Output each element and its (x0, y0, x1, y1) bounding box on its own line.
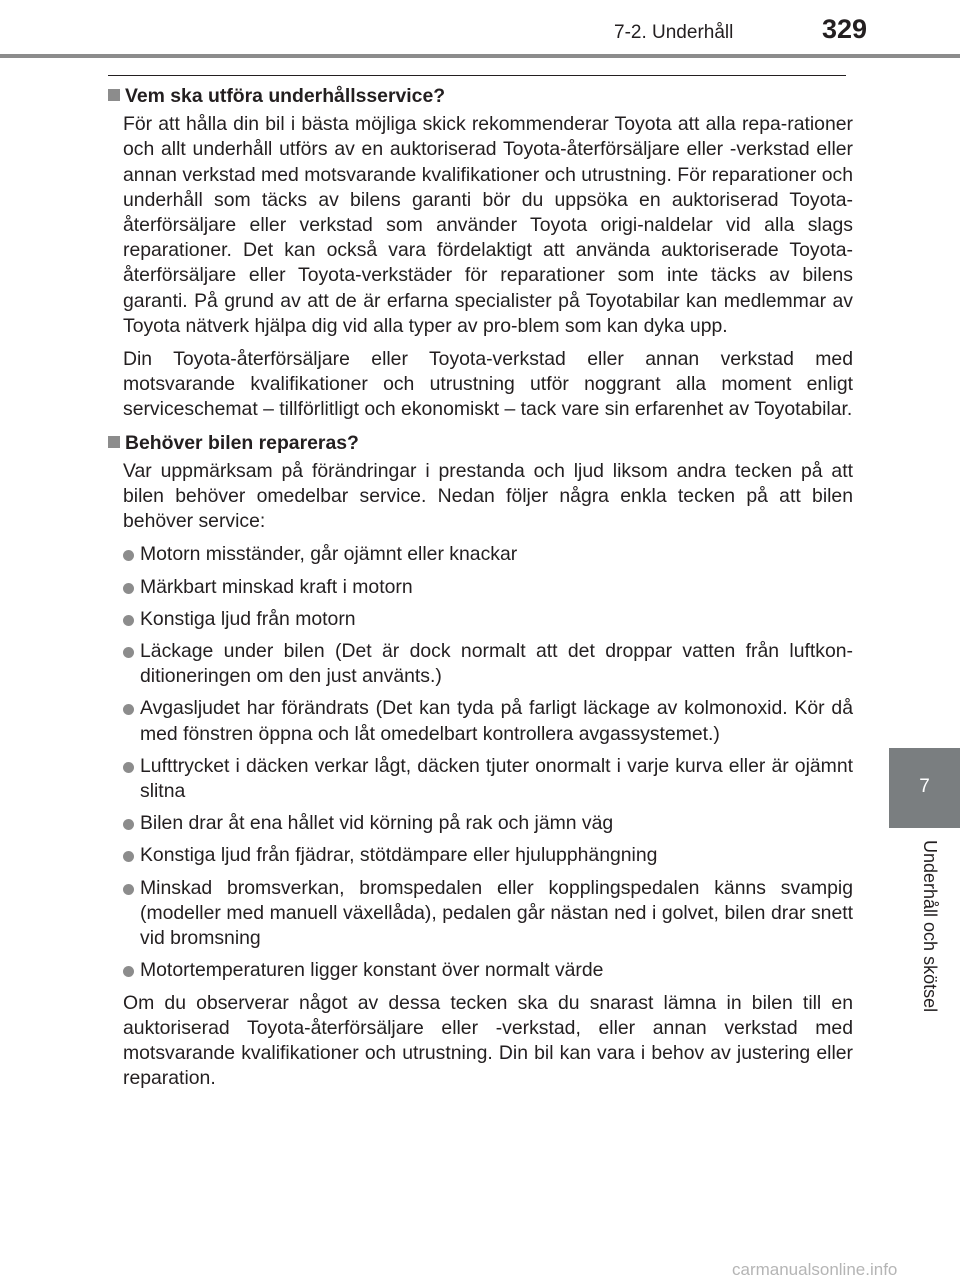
list-item (123, 876, 853, 952)
list-item-text: Konstiga ljud från fjädrar, stötdämpare eller hjulupphängning (140, 844, 658, 867)
page-number: 329 (822, 14, 868, 44)
list-item (123, 696, 853, 746)
section-who-should-service (108, 84, 853, 423)
section-heading-text: Vem ska utföra underhållsservice? (125, 85, 446, 107)
chapter-tab: 7 (889, 748, 960, 828)
list-item-text: Märkbart minskad kraft i motorn (140, 575, 413, 598)
square-bullet-icon (108, 89, 120, 101)
list-item (123, 607, 853, 632)
list-item (123, 958, 853, 983)
list-item-text: Bilen drar åt ena hållet vid körning på rak och jämn väg (140, 812, 614, 835)
list-item-text: Avgasljudet har förändrats (Det kan tyda på farligt läckage av kolmonoxid. Kör då med fönstren öppna och låt omedelbart kontrollera avgassystemet.) (140, 697, 853, 745)
list-item (123, 811, 853, 836)
circle-bullet-icon (123, 762, 134, 773)
closing-paragraph: Om du observerar något av dessa tecken ska du snarast lämna in bilen till en auktoriserad Toyota-återförsäljare eller -verkstad, eller annan verkstad med motsvarande kvalifikationer och utrustning. Din bil kan vara i behov av justering eller reparation. (123, 991, 853, 1090)
list-item-text: Lufttrycket i däcken verkar lågt, däcken tjuter onormalt i varje kurva eller är ojämnt slitna (140, 754, 853, 803)
list-item-text: Motortemperaturen ligger konstant över normalt värde (140, 959, 604, 982)
chapter-tab-label: Underhåll och skötsel (920, 840, 940, 1013)
paragraph: För att hålla din bil i bästa möjliga skick rekommenderar Toyota att alla repa-rationer och allt underhåll utförs av en auktoriserad Toyota-återförsäljare eller -verkstad eller annan verkstad med motsvarande kvalifikationer och utrustning. För reparationer och underhåll som täcks av bilens garanti bör du uppsöka en auktoriserad Toyota-återförsäljare eller verkstad som använder Toyota origi-naldelar vid alla slags reparationer. Det kan också vara fördelaktigt att använda auktoriserade Toyota-återförsäljare eller Toyota-verkstäder för reparationer som inte täcks av bilens garanti. På grund av att de är erfarna specialister på Toyotabilar kan medlemmar av Toyota nätverk hjälpa dig vid alla typer av pro-blem som kan dyka upp. (123, 113, 853, 337)
circle-bullet-icon (123, 583, 134, 594)
header-rule (0, 54, 960, 58)
list-item (123, 639, 853, 689)
list-item-text: Läckage under bilen (Det är dock normalt att det droppar vatten från luftkon-ditioneringen om den just använts.) (140, 640, 853, 688)
intro-paragraph: Var uppmärksam på förändringar i prestanda och ljud liksom andra tecken på att bilen behöver omedelbar service. Nedan följer några enkla tecken på att bilen behöver service: (123, 459, 853, 533)
list-item-text: Motorn misständer, går ojämnt eller knackar (140, 543, 518, 566)
section-heading-text: Behöver bilen repareras? (125, 431, 359, 454)
circle-bullet-icon (123, 550, 134, 561)
section-heading (108, 84, 853, 109)
content-top-rule (108, 75, 846, 76)
section-heading (108, 431, 853, 456)
list-item-text: Konstiga ljud från motorn (140, 607, 356, 630)
square-bullet-icon (108, 436, 120, 448)
list-item (123, 542, 853, 567)
symptom-list (108, 542, 853, 983)
circle-bullet-icon (123, 615, 134, 626)
section-needs-repair (108, 431, 853, 1092)
circle-bullet-icon (123, 704, 134, 715)
list-item (123, 843, 853, 868)
circle-bullet-icon (123, 851, 134, 862)
watermark[interactable]: carmanualsonline.info (732, 1260, 898, 1279)
paragraph: Din Toyota-återförsäljare eller Toyota-verkstad eller annan verkstad med motsvarande kvalifikationer och utrustning utför noggrant alla moment enligt serviceschemat – tillförlitligt och ekonomiskt – tack vare sin erfarenhet av Toyotabilar. (123, 348, 853, 421)
header-section-title: 7-2. Underhåll (614, 22, 734, 43)
circle-bullet-icon (123, 884, 134, 895)
list-item-text: Minskad bromsverkan, bromspedalen eller kopplingspedalen känns svampig (modeller med manuell växellåda), pedalen går nästan ned i golvet, bilen drar snett vid bromsning (140, 876, 853, 950)
circle-bullet-icon (123, 819, 134, 830)
list-item (123, 575, 853, 600)
circle-bullet-icon (123, 647, 134, 658)
list-item (123, 754, 853, 804)
page-content (108, 84, 853, 1099)
circle-bullet-icon (123, 966, 134, 977)
